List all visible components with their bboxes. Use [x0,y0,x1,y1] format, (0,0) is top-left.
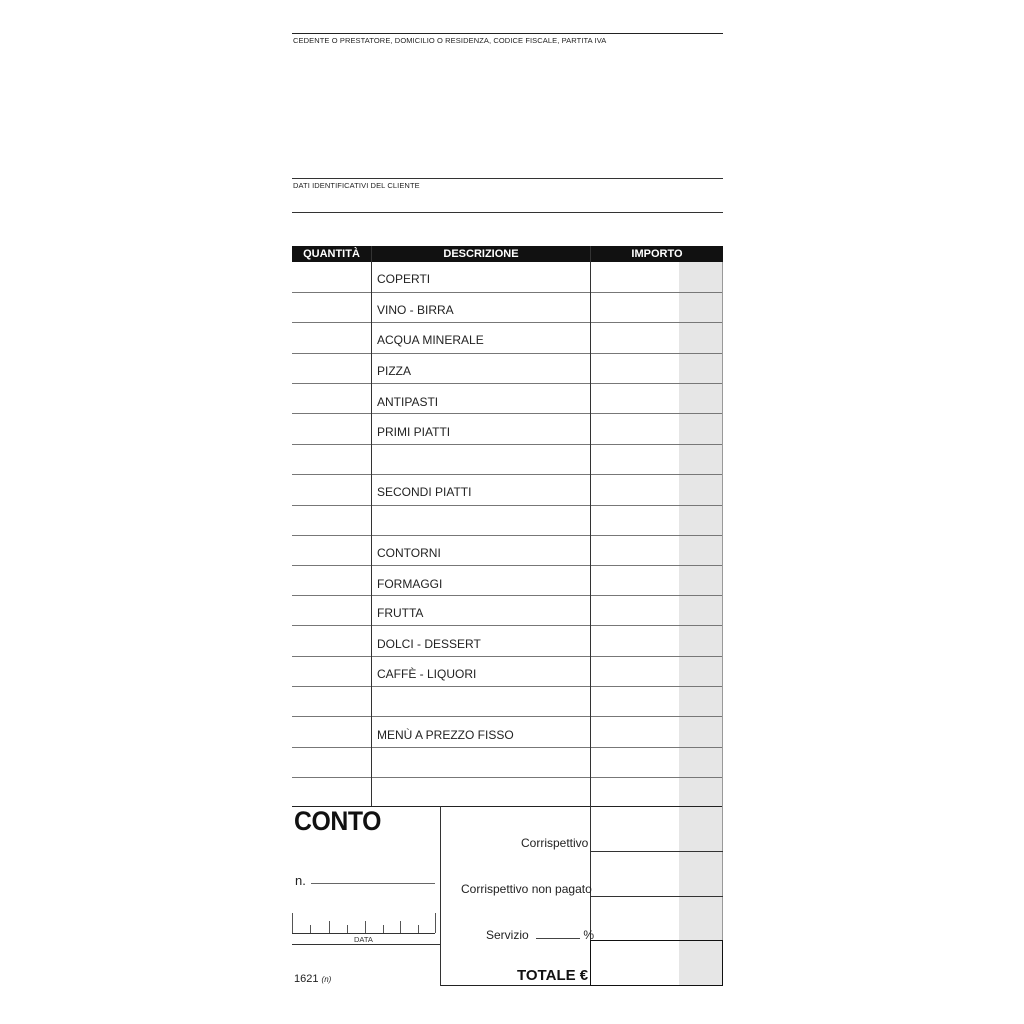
number-field[interactable] [311,883,435,884]
totale-label: TOTALE € [517,967,589,984]
client-label: DATI IDENTIFICATIVI DEL CLIENTE [293,181,420,190]
form-code [294,973,331,985]
row-divider [292,292,723,293]
row-divider [292,656,723,657]
row-divider [292,444,723,445]
date-tick [365,921,366,933]
row-divider [292,505,723,506]
row-divider [292,535,723,536]
footer-mid-divider [440,806,441,986]
servizio-percent-field[interactable] [536,928,580,939]
totale-amount-box[interactable] [590,940,723,986]
row-divider [292,413,723,414]
row-divider [292,625,723,626]
row-divider [292,595,723,596]
date-baseline [292,933,435,934]
quantity-header: QUANTITÀ [292,246,371,262]
client-rule [292,178,723,179]
quantity-divider [371,246,372,806]
date-tick [400,921,401,933]
item-secondi-piatti: SECONDI PIATTI [377,485,472,499]
row-divider [292,565,723,566]
date-tick [329,921,330,933]
non-pagato-label: Corrispettivo non pagato [461,882,592,896]
seller-label: CEDENTE O PRESTATORE, DOMICILIO O RESIDENZA, CODICE FISCALE, PARTITA IVA [293,36,607,45]
date-label: DATA [354,935,373,944]
item-dolci-dessert: DOLCI - DESSERT [377,637,481,651]
item-acqua-minerale: ACQUA MINERALE [377,333,484,347]
date-tick [435,913,436,933]
right-border [722,262,723,986]
seller-rule [292,33,723,34]
item-caffe-liquori: CAFFÈ - LIQUORI [377,667,477,681]
servizio-row [486,928,594,942]
date-tick [347,925,348,933]
item-antipasti: ANTIPASTI [377,395,439,409]
cents-column-shade [679,262,723,986]
date-tick [418,925,419,933]
client-field-line[interactable] [292,212,723,213]
percent-sign: % [583,928,595,942]
row-divider [292,383,723,384]
date-tick [383,925,384,933]
item-pizza: PIZZA [377,364,412,378]
row-divider [292,474,723,475]
description-divider [590,246,591,986]
conto-title: CONTO [294,806,381,836]
non-pagato-amount-line[interactable] [591,896,723,897]
number-label: n. [295,873,306,888]
form-code-number: 1621 [294,973,319,985]
item-formaggi: FORMAGGI [377,577,443,591]
amount-header: IMPORTO [591,246,723,262]
date-tick [310,925,311,933]
corrispettivo-label: Corrispettivo [521,836,589,850]
item-vino-birra: VINO - BIRRA [377,303,454,317]
row-divider [292,322,723,323]
row-divider [292,353,723,354]
row-divider [292,716,723,717]
corrispettivo-amount-line[interactable] [591,851,723,852]
row-divider [292,686,723,687]
item-frutta: FRUTTA [377,606,424,620]
date-tick [292,913,293,933]
description-header: DESCRIZIONE [372,246,590,262]
item-menu-prezzo-fisso: MENÙ A PREZZO FISSO [377,728,514,742]
row-divider [292,747,723,748]
item-contorni: CONTORNI [377,546,441,560]
date-under-rule [292,944,440,945]
servizio-label: Servizio [486,928,529,942]
item-primi-piatti: PRIMI PIATTI [377,425,451,439]
item-coperti: COPERTI [377,272,431,286]
row-divider [292,777,723,778]
form-code-suffix: (n) [321,975,332,984]
